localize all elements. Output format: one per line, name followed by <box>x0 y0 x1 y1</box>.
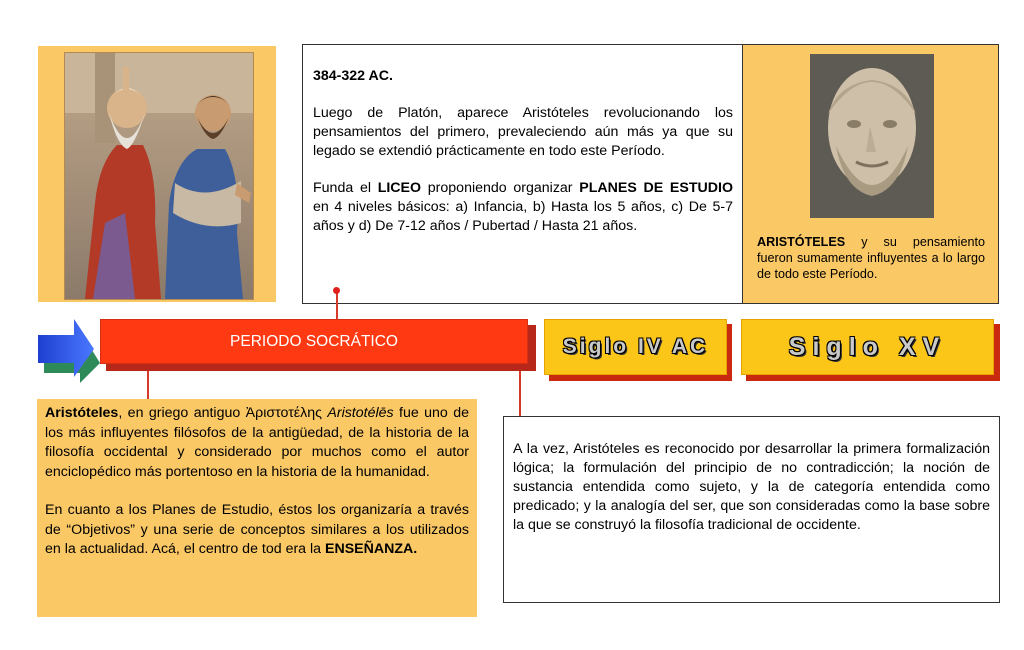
siglo-xv-label: Siglo XV <box>788 332 947 361</box>
description-paragraph-2: En cuanto a los Planes de Estudio, éstos los organizaría a través de “Objetivos” y una serie de conceptos similares a los utilizados en la actualidad. Acá, el centro de tod era la ENSEÑANZA. <box>45 502 469 557</box>
periodo-socratico-bar <box>100 319 528 364</box>
top-paragraph-1: Luego de Platón, aparece Aristóteles revolucionando los pensamientos del primero, prevaleciendo aún más ya que su legado se extendió prácticamente en todo este Período. <box>313 105 733 159</box>
logic-contributions-text: A la vez, Aristóteles es reconocido por desarrollar la primera formalización lógica; la formulación del principio de no contradicción; la noción de sustancia entendida como sujeto, y la de categoría entendida como predicado; y la analogía del ser, que son consideradas como la base sobre la que se construyó la filosofía tradicional de occidente. <box>513 441 990 533</box>
siglo-iv-label: Siglo IV AC <box>562 335 709 358</box>
aristoteles-description-box <box>37 399 477 617</box>
liceo-term: LICEO <box>377 180 422 196</box>
aristotle-caption: ARISTÓTELES y su pensamiento fueron sumamente influyentes a lo largo de todo este Período. <box>757 235 985 281</box>
top-text-box <box>302 44 744 304</box>
top-paragraph-2: Funda el LICEO proponiendo organizar PLANES DE ESTUDIO en 4 niveles básicos: a) Infancia, b) Hasta los 5 años, c) De 5-7 años y d) De 7-12 años / Pubertad / Hasta 21 años. <box>313 180 733 234</box>
plato-aristotle-painting-image <box>64 52 254 300</box>
connector-dot-top <box>333 287 340 294</box>
connector-line-right <box>519 371 521 421</box>
siglo-xv-box <box>741 319 994 375</box>
siglo-iv-ac-box <box>544 319 727 375</box>
periodo-label: PERIODO SOCRÁTICO <box>230 332 398 350</box>
date-range: 384-322 AC. <box>313 68 393 84</box>
aristotle-bust-image <box>810 54 934 218</box>
connector-line-top <box>336 290 338 320</box>
planes-de-estudio-term: PLANES DE ESTUDIO <box>579 180 733 196</box>
timeline-arrow-icon <box>36 319 102 383</box>
logic-contributions-box <box>503 416 1000 603</box>
description-paragraph-1: Aristóteles, en griego antiguo Ἀριστοτέλης Aristotélēs fue uno de los más influyentes filósofos de la antigüedad, de la historia de la filosofía occidental y considerado por muchos como el autor enciclopédico más portentoso en la historia de la humanidad. <box>45 405 470 480</box>
ensenanza-term: ENSEÑANZA. <box>325 541 418 557</box>
